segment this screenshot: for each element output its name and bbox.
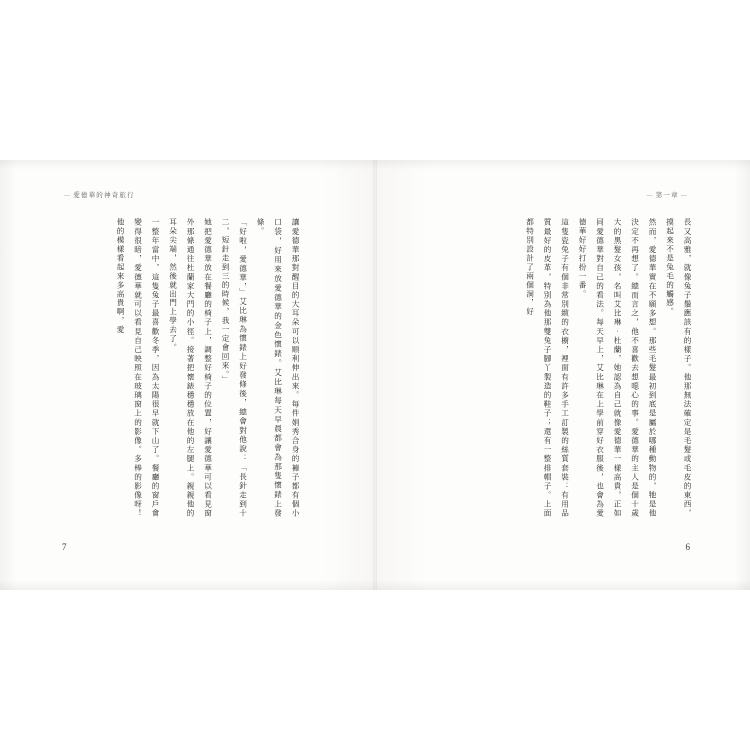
running-head-left: — 愛德華的神奇旅行 [64,192,135,199]
page-number-right: 6 [685,542,690,552]
paragraph: 她把愛德華放在餐廳的椅子上，調整好椅子的位置，好讓愛德華可以看見窗外那條通往杜蘭家大門的小徑。接著把懷錶穩穩放在他的左腿上。親親他的耳朵尖端，然後就出門上學去了。 [168,218,213,518]
right-page-body [434,218,696,518]
paragraph: 長又高雅，就像兔子鬚應該有的樣子。他那無法確定是毛髮或毛皮的東西，摸起來不是兔毛的觸感。 [665,218,692,518]
paragraph: 讓愛德華那對醒目的大耳朵可以順利伸出來。每件娟秀合身的褲子都有個小口袋，好用來放愛德華的金色懷錶。艾比琳每天早晨都會為那隻懷錶上發條。 [256,218,300,518]
running-head-right: — 第一章 — [646,192,688,199]
paragraph: 然而，愛德華實在不願多想。那些毛髮最初到底是屬於哪種動物的，牠是他決定不再想了。總而言之，他不喜歡去想噁心的事。愛德華的主人是個十歲大的黑髮女孩，名叫艾比琳‧杜蘭，她認為自己就像愛德華一樣高貴，正如同愛德華對自己的看法。每天早上，艾比琳在上學前穿好衣服後，也會為愛德華好好打扮一番。 [578,218,657,518]
right-page [375,160,750,590]
left-page [0,160,375,590]
paragraph: 這隻瓷兔子有個非常別緻的衣櫥，裡面有許多手工訂製的絲質套裝：有用品質最好的皮革，特別為他那雙兔子腳丫製造的鞋子；還有一整排帽子。上面都特別設計了兩個洞，好 [525,218,570,518]
left-page-body [56,218,304,518]
book-gutter [373,160,377,590]
ornament-right-icon-2: — [680,193,688,199]
ornament-left-icon: — [64,193,72,199]
page-number-left: 7 [62,542,67,552]
paragraph: 「好啦，愛德華，」艾比琳為懷錶上好發條後，總會對他說：「長針走到十二，短針走到三的時候，我一定會回來。」 [221,218,248,518]
paragraph: 一整年當中，這隻兔子最喜歡冬季，因為太陽很早就下山了。餐廳的窗戶會變得很暗，愛德華就可以看見自己映照在玻璃窗上的影像。多棒的影像呀！他的模樣看起來多高貴啊，愛 [116,218,160,518]
ornament-right-icon: — [646,193,654,199]
